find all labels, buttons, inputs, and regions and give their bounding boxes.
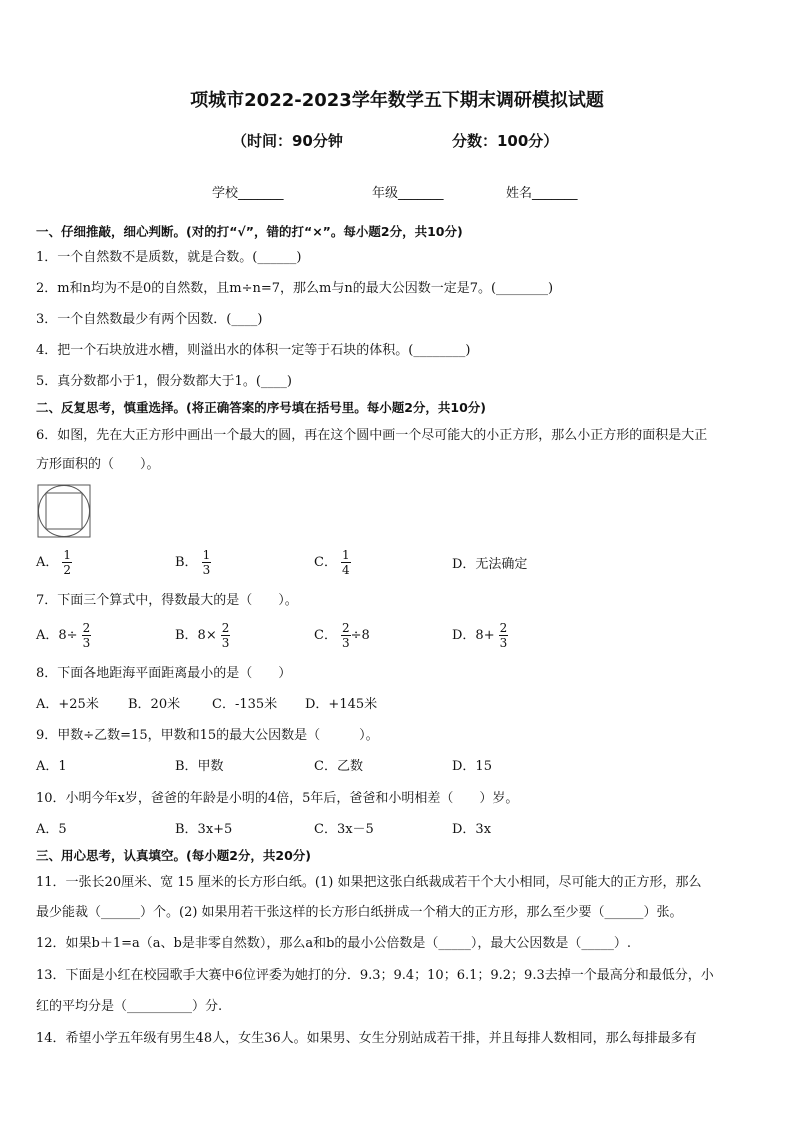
q10-option-b: B．3x+5 <box>175 822 233 837</box>
square-circle-figure <box>37 484 91 538</box>
question-1: 1．一个自然数不是质数，就是合数。(______) <box>36 250 302 265</box>
question-8: 8．下面各地距海平面距离最小的是（ ） <box>36 666 292 681</box>
question-10: 10．小明今年x岁，爸爸的年龄是小明的4倍，5年后，爸爸和小明相差（ ）岁。 <box>36 791 519 806</box>
question-5: 5．真分数都小于1，假分数都大于1。(____) <box>36 374 292 389</box>
question-9: 9．甲数÷乙数=15，甲数和15的最大公因数是（ ）。 <box>36 728 379 743</box>
question-14: 14．希望小学五年级有男生48人，女生36人。如果男、女生分别站成若干排，并且每排人数相同，那么每排最多有 <box>36 1031 697 1046</box>
question-4: 4．把一个石块放进水槽，则溢出水的体积一定等于石块的体积。(________) <box>36 343 471 358</box>
q7-option-b: B．8× $\frac{2}{3}$ <box>175 621 230 650</box>
question-2: 2．m和n均为不是0的自然数，且m÷n=7，那么m与n的最大公因数一定是7。(________) <box>36 281 554 296</box>
q9-option-a: A．1 <box>36 759 67 774</box>
q6-option-c: C． $\frac{1}{4}$ <box>314 548 350 577</box>
q7-option-a: A．8÷ $\frac{2}{3}$ <box>36 621 91 650</box>
page-title: 项城市2022-2023学年数学五下期末调研模拟试题 <box>190 90 604 111</box>
question-11-line-2: 最少能裁（______）个。(2) 如果用若干张这样的长方形白纸拼成一个稍大的正方形，那么至少要（______）张。 <box>36 905 683 920</box>
section-2-heading: 二、反复思考，慎重选择。(将正确答案的序号填在括号里。每小题2分，共10分) <box>36 400 487 415</box>
q10-option-a: A．5 <box>36 822 67 837</box>
question-6-line-1: 6．如图，先在大正方形中画出一个最大的圆，再在这个圆中画一个尽可能大的小正方形，那么小正方形的面积是大正 <box>36 428 708 443</box>
q10-option-d: D．3x <box>452 822 492 837</box>
question-13-line-2: 红的平均分是（__________）分. <box>36 999 223 1014</box>
section-1-heading: 一、仔细推敲，细心判断。(对的打“√”，错的打“×”。每小题2分，共10分) <box>36 224 463 239</box>
q9-option-d: D．15 <box>452 759 492 774</box>
school-field: 学校_______ <box>212 186 284 201</box>
exam-time: （时间：90分钟 <box>232 132 343 150</box>
q7-option-c: C． $\frac{2}{3}$ ÷8 <box>314 621 370 650</box>
q8-option-b: B．20米 <box>128 697 181 712</box>
q6-option-b: B． $\frac{1}{3}$ <box>175 548 211 577</box>
name-field: 姓名_______ <box>506 186 578 201</box>
grade-field: 年级_______ <box>372 186 444 201</box>
q6-option-a: A． $\frac{1}{2}$ <box>36 548 72 577</box>
q8-option-c: C．-135米 <box>212 697 278 712</box>
question-11-line-1: 11．一张长20厘米、宽 15 厘米的长方形白纸。(1) 如果把这张白纸裁成若干个大小相同，尽可能大的正方形，那么 <box>36 875 702 890</box>
question-7: 7．下面三个算式中，得数最大的是（ ）。 <box>36 593 298 608</box>
question-3: 3．一个自然数最少有两个因数．(____) <box>36 312 263 327</box>
q6-option-d: D．无法确定 <box>452 557 528 572</box>
q9-option-b: B．甲数 <box>175 759 224 774</box>
question-6-line-2: 方形面积的（ ）。 <box>36 457 160 472</box>
section-3-heading: 三、用心思考，认真填空。(每小题2分，共20分) <box>36 848 312 863</box>
question-12: 12．如果b＋1=a（a、b是非零自然数），那么a和b的最小公倍数是（_____），最大公因数是（_____）. <box>36 936 632 951</box>
q8-option-d: D．+145米 <box>305 697 378 712</box>
exam-score: 分数：100分） <box>452 132 559 150</box>
q9-option-c: C．乙数 <box>314 759 363 774</box>
q8-option-a: A．+25米 <box>36 697 99 712</box>
question-13-line-1: 13．下面是小红在校园歌手大赛中6位评委为她打的分．9.3；9.4；10；6.1；9.2；9.3去掉一个最高分和最低分，小 <box>36 968 714 983</box>
q7-option-d: D．8+ $\frac{2}{3}$ <box>452 621 508 650</box>
q10-option-c: C．3x－5 <box>314 822 374 837</box>
